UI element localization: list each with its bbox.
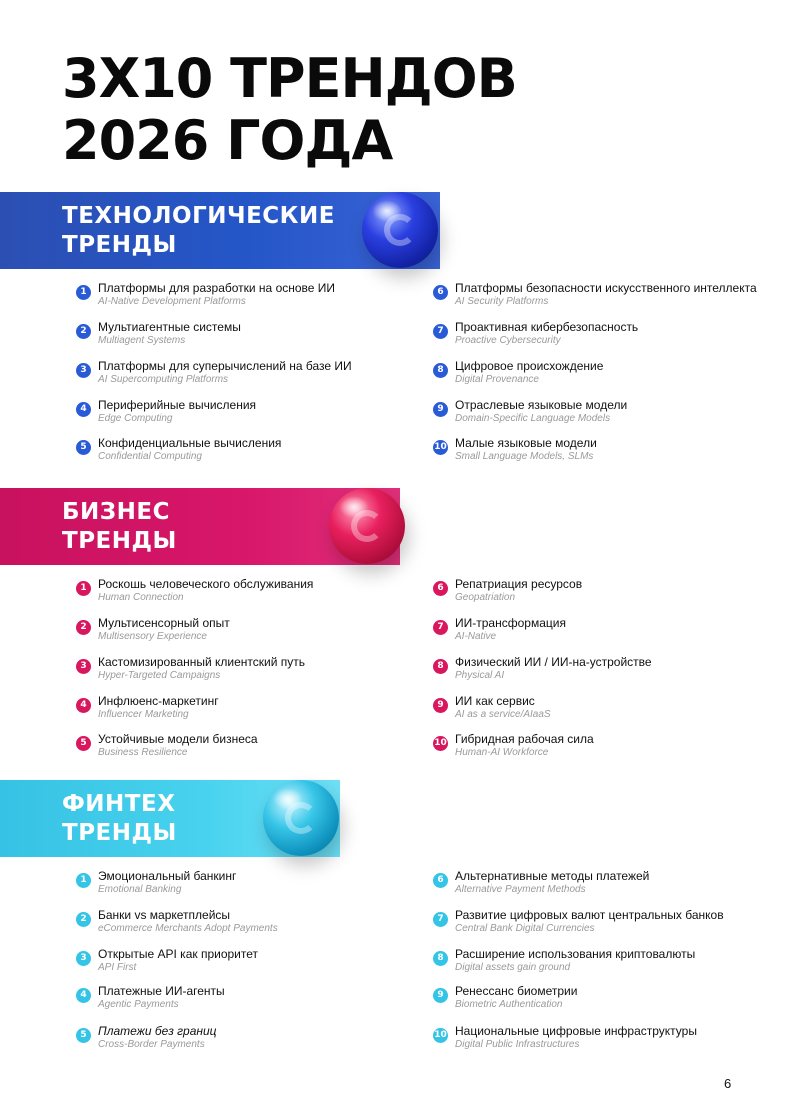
trend-title: Расширение использования криптовалюты — [455, 947, 696, 961]
trend-title: Открытые API как приоритет — [98, 947, 259, 961]
trend-subtitle: eCommerce Merchants Adopt Payments — [98, 923, 278, 934]
trend-subtitle: Proactive Cybersecurity — [455, 335, 561, 346]
trend-subtitle: API First — [98, 962, 137, 973]
trend-subtitle: Geopatriation — [455, 592, 516, 603]
trend-title: ИИ как сервис — [455, 694, 535, 708]
trend-title: Мультисенсорный опыт — [98, 616, 230, 630]
trend-number-badge: 5 — [76, 440, 91, 455]
trend-number-badge: 5 — [76, 736, 91, 751]
trend-number-badge: 10 — [433, 440, 448, 455]
fintech-heading-line-2: ТРЕНДЫ — [62, 820, 177, 846]
page-title-line-1: 3X10 ТРЕНДОВ — [62, 47, 517, 110]
trend-number-badge: 7 — [433, 620, 448, 635]
trend-number-badge: 7 — [433, 912, 448, 927]
trend-number-badge: 4 — [76, 988, 91, 1003]
trend-subtitle: AI Security Platforms — [455, 296, 549, 307]
trend-number-badge: 8 — [433, 363, 448, 378]
trend-title: Устойчивые модели бизнеса — [98, 732, 258, 746]
trend-subtitle: Business Resilience — [98, 747, 188, 758]
business-heading-line-1: БИЗНЕС — [62, 499, 170, 525]
trend-subtitle: Central Bank Digital Currencies — [455, 923, 595, 934]
trend-title: Национальные цифровые инфраструктуры — [455, 1024, 697, 1038]
trend-number-badge: 4 — [76, 698, 91, 713]
trend-subtitle: Digital assets gain ground — [455, 962, 571, 973]
fintech-trends-heading — [62, 790, 177, 848]
trend-title: Гибридная рабочая сила — [455, 732, 594, 746]
trend-subtitle: Influencer Marketing — [98, 709, 189, 720]
trend-subtitle: Digital Provenance — [455, 374, 539, 385]
page-title-line-2: 2026 ГОДА — [62, 109, 393, 172]
trend-number-badge: 6 — [433, 873, 448, 888]
trend-number-badge: 6 — [433, 581, 448, 596]
trend-subtitle: AI Supercomputing Platforms — [98, 374, 229, 385]
trend-subtitle: Human-AI Workforce — [455, 747, 549, 758]
trend-subtitle: Domain-Specific Language Models — [455, 413, 611, 424]
trend-title: Банки vs маркетплейсы — [98, 908, 231, 922]
trend-title: Платформы для суперычислений на базе ИИ — [98, 359, 352, 373]
trend-title: Развитие цифровых валют центральных банков — [455, 908, 724, 922]
trend-number-badge: 3 — [76, 659, 91, 674]
trend-number-badge: 9 — [433, 988, 448, 1003]
trend-number-badge: 9 — [433, 402, 448, 417]
trend-number-badge: 9 — [433, 698, 448, 713]
trend-subtitle: Small Language Models, SLMs — [455, 451, 594, 462]
trend-title: Платежи без границ — [98, 1024, 217, 1038]
trend-title: ИИ-трансформация — [455, 616, 566, 630]
trend-subtitle: Hyper-Targeted Campaigns — [98, 670, 221, 681]
trend-number-badge: 3 — [76, 951, 91, 966]
trend-number-badge: 10 — [433, 1028, 448, 1043]
trend-title: Роскошь человеческого обслуживания — [98, 577, 314, 591]
tech-heading-line-1: ТЕХНОЛОГИЧЕСКИЕ — [62, 203, 335, 229]
red-orb-icon — [329, 488, 405, 564]
fintech-heading-line-1: ФИНТЕХ — [62, 791, 176, 817]
trend-subtitle: Edge Computing — [98, 413, 173, 424]
trend-title: Кастомизированный клиентский путь — [98, 655, 306, 669]
trend-title: Физический ИИ / ИИ-на-устройстве — [455, 655, 652, 669]
trend-title: Отраслевые языковые модели — [455, 398, 628, 412]
business-heading-line-2: ТРЕНДЫ — [62, 528, 177, 554]
trend-title: Периферийные вычисления — [98, 398, 257, 412]
trend-subtitle: Human Connection — [98, 592, 184, 603]
trend-subtitle: Alternative Payment Methods — [455, 884, 586, 895]
trend-number-badge: 8 — [433, 659, 448, 674]
tech-trends-heading — [62, 202, 335, 260]
tech-heading-line-2: ТРЕНДЫ — [62, 232, 177, 258]
trend-number-badge: 10 — [433, 736, 448, 751]
trend-subtitle: Digital Public Infrastructures — [455, 1039, 580, 1050]
trend-subtitle: Confidential Computing — [98, 451, 202, 462]
trend-title: Конфиденциальные вычисления — [98, 436, 282, 450]
trend-number-badge: 7 — [433, 324, 448, 339]
trend-number-badge: 2 — [76, 912, 91, 927]
trend-title: Инфлюенс-маркетинг — [98, 694, 219, 708]
trend-subtitle: Agentic Payments — [98, 999, 179, 1010]
trend-subtitle: Multisensory Experience — [98, 631, 207, 642]
trend-title: Альтернативные методы платежей — [455, 869, 650, 883]
page-number: 6 — [724, 1076, 732, 1091]
trend-title: Проактивная кибербезопасность — [455, 320, 639, 334]
business-trends-heading — [62, 498, 177, 556]
trend-number-badge: 1 — [76, 581, 91, 596]
trend-number-badge: 8 — [433, 951, 448, 966]
trend-subtitle: Biometric Authentication — [455, 999, 563, 1010]
trend-title: Платформы для разработки на основе ИИ — [98, 281, 336, 295]
trend-title: Цифровое происхождение — [455, 359, 604, 373]
trend-number-badge: 6 — [433, 285, 448, 300]
trend-subtitle: AI as a service/AIaaS — [455, 709, 551, 720]
trend-number-badge: 2 — [76, 620, 91, 635]
trend-number-badge: 1 — [76, 873, 91, 888]
trend-title: Платежные ИИ-агенты — [98, 984, 225, 998]
trend-subtitle: Physical AI — [455, 670, 505, 681]
trend-subtitle: Multiagent Systems — [98, 335, 186, 346]
trend-number-badge: 4 — [76, 402, 91, 417]
trend-subtitle: Cross-Border Payments — [98, 1039, 205, 1050]
trend-number-badge: 1 — [76, 285, 91, 300]
trend-number-badge: 5 — [76, 1028, 91, 1043]
trend-number-badge: 2 — [76, 324, 91, 339]
trend-title: Платформы безопасности искусственного интеллекта — [455, 281, 757, 295]
trend-title: Ренессанс биометрии — [455, 984, 578, 998]
trend-title: Репатриация ресурсов — [455, 577, 583, 591]
trend-subtitle: AI-Native Development Platforms — [98, 296, 246, 307]
trend-title: Мультиагентные системы — [98, 320, 241, 334]
page-title — [62, 48, 517, 172]
trend-title: Эмоциональный банкинг — [98, 869, 237, 883]
cyan-orb-icon — [263, 780, 339, 856]
trend-subtitle: Emotional Banking — [98, 884, 182, 895]
trend-number-badge: 3 — [76, 363, 91, 378]
trend-subtitle: AI-Native — [455, 631, 497, 642]
blue-orb-icon — [362, 192, 438, 268]
trend-title: Малые языковые модели — [455, 436, 597, 450]
